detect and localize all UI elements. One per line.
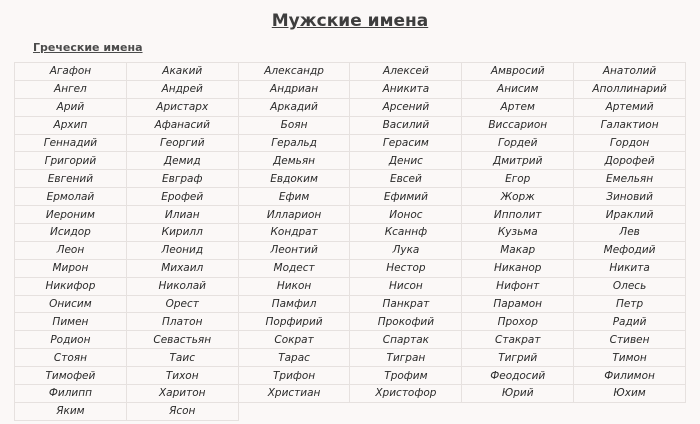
name-cell: Евграф [126, 170, 238, 188]
name-cell: Платон [126, 313, 238, 331]
name-cell: Арий [15, 98, 127, 116]
table-row [15, 385, 686, 403]
name-cell: Ермолай [15, 188, 127, 206]
name-cell: Кирилл [126, 224, 238, 242]
name-cell: Емельян [574, 170, 686, 188]
name-cell: Андрей [126, 80, 238, 98]
table-row [15, 206, 686, 224]
name-cell [574, 402, 686, 420]
name-cell: Зиновий [574, 188, 686, 206]
name-cell: Родион [15, 331, 127, 349]
name-cell: Никита [574, 259, 686, 277]
name-cell: Прокофий [350, 313, 462, 331]
name-cell: Олесь [574, 277, 686, 295]
name-cell: Амвросий [462, 63, 574, 81]
name-cell: Сократ [238, 331, 350, 349]
name-cell: Кузьма [462, 224, 574, 242]
name-cell: Гордон [574, 134, 686, 152]
name-cell: Боян [238, 116, 350, 134]
table-row [15, 80, 686, 98]
name-cell: Христофор [350, 385, 462, 403]
name-cell: Никифор [15, 277, 127, 295]
name-cell: Никанор [462, 259, 574, 277]
name-cell: Илиан [126, 206, 238, 224]
name-cell: Христиан [238, 385, 350, 403]
name-cell: Модест [238, 259, 350, 277]
name-cell: Стакрат [462, 331, 574, 349]
name-cell: Агафон [15, 63, 127, 81]
name-cell: Нифонт [462, 277, 574, 295]
table-row [15, 116, 686, 134]
name-cell: Радий [574, 313, 686, 331]
name-cell: Петр [574, 295, 686, 313]
name-cell: Николай [126, 277, 238, 295]
name-cell: Яким [15, 402, 127, 420]
name-cell: Леон [15, 241, 127, 259]
name-cell: Ксаннф [350, 224, 462, 242]
name-cell: Онисим [15, 295, 127, 313]
name-cell: Тихон [126, 367, 238, 385]
name-cell: Ипполит [462, 206, 574, 224]
name-cell: Георгий [126, 134, 238, 152]
name-cell: Ефимий [350, 188, 462, 206]
name-cell: Орест [126, 295, 238, 313]
name-cell: Андриан [238, 80, 350, 98]
name-cell [350, 402, 462, 420]
name-cell: Геральд [238, 134, 350, 152]
name-cell: Арсений [350, 98, 462, 116]
name-cell: Тимофей [15, 367, 127, 385]
name-cell: Демьян [238, 152, 350, 170]
name-cell: Алексей [350, 63, 462, 81]
name-cell: Евдоким [238, 170, 350, 188]
table-row [15, 349, 686, 367]
page-title: Мужские имена [271, 11, 429, 31]
name-cell: Ефим [238, 188, 350, 206]
name-cell: Трифон [238, 367, 350, 385]
table-row [15, 152, 686, 170]
name-cell: Пимен [15, 313, 127, 331]
name-cell: Тигрий [462, 349, 574, 367]
name-cell: Демид [126, 152, 238, 170]
name-cell: Трофим [350, 367, 462, 385]
name-cell: Аникита [350, 80, 462, 98]
name-cell: Кондрат [238, 224, 350, 242]
name-cell: Тигран [350, 349, 462, 367]
name-cell: Ираклий [574, 206, 686, 224]
name-cell: Парамон [462, 295, 574, 313]
table-row [15, 63, 686, 81]
name-cell: Афанасий [126, 116, 238, 134]
name-cell: Спартак [350, 331, 462, 349]
name-cell: Макар [462, 241, 574, 259]
name-cell: Ангел [15, 80, 127, 98]
table-row [15, 367, 686, 385]
name-cell: Артем [462, 98, 574, 116]
name-cell: Архип [15, 116, 127, 134]
name-cell: Аполлинарий [574, 80, 686, 98]
name-cell: Стоян [15, 349, 127, 367]
name-cell: Анатолий [574, 63, 686, 81]
name-cell [238, 402, 350, 420]
name-cell: Иероним [15, 206, 127, 224]
name-cell: Порфирий [238, 313, 350, 331]
name-cell: Филипп [15, 385, 127, 403]
name-cell: Жорж [462, 188, 574, 206]
name-cell: Тимон [574, 349, 686, 367]
name-cell: Таис [126, 349, 238, 367]
name-cell: Леонид [126, 241, 238, 259]
name-cell: Виссарион [462, 116, 574, 134]
name-cell: Ясон [126, 402, 238, 420]
name-cell: Михаил [126, 259, 238, 277]
name-cell: Егор [462, 170, 574, 188]
name-cell: Евгений [15, 170, 127, 188]
names-table-body [15, 63, 686, 421]
name-cell: Евсей [350, 170, 462, 188]
name-cell: Тарас [238, 349, 350, 367]
name-cell: Леонтий [238, 241, 350, 259]
table-row [15, 98, 686, 116]
name-cell: Василий [350, 116, 462, 134]
name-cell: Исидор [15, 224, 127, 242]
name-cell: Артемий [574, 98, 686, 116]
name-cell: Дмитрий [462, 152, 574, 170]
name-cell: Панкрат [350, 295, 462, 313]
name-cell: Геннадий [15, 134, 127, 152]
name-cell: Харитон [126, 385, 238, 403]
name-cell: Юрий [462, 385, 574, 403]
table-row [15, 170, 686, 188]
name-cell: Памфил [238, 295, 350, 313]
name-cell: Мефодий [574, 241, 686, 259]
table-row [15, 277, 686, 295]
name-cell: Стивен [574, 331, 686, 349]
name-cell: Прохор [462, 313, 574, 331]
name-cell: Лев [574, 224, 686, 242]
table-row [15, 295, 686, 313]
name-cell: Илларион [238, 206, 350, 224]
name-cell: Нисон [350, 277, 462, 295]
table-row [15, 188, 686, 206]
name-cell: Дорофей [574, 152, 686, 170]
name-cell: Юхим [574, 385, 686, 403]
name-cell: Севастьян [126, 331, 238, 349]
names-table [14, 62, 686, 421]
table-row [15, 224, 686, 242]
name-cell: Акакий [126, 63, 238, 81]
name-cell: Аристарх [126, 98, 238, 116]
section-heading-greek-names[interactable]: Греческие имена [33, 41, 143, 54]
name-cell: Ионос [350, 206, 462, 224]
name-cell: Лука [350, 241, 462, 259]
name-cell: Анисим [462, 80, 574, 98]
name-cell: Григорий [15, 152, 127, 170]
name-cell: Галактион [574, 116, 686, 134]
name-cell: Гордей [462, 134, 574, 152]
table-row [15, 241, 686, 259]
name-cell: Ерофей [126, 188, 238, 206]
name-cell: Герасим [350, 134, 462, 152]
name-cell: Феодосий [462, 367, 574, 385]
table-row [15, 402, 686, 420]
table-row [15, 331, 686, 349]
table-row [15, 134, 686, 152]
name-cell: Александр [238, 63, 350, 81]
table-row [15, 313, 686, 331]
name-cell: Денис [350, 152, 462, 170]
name-cell: Никон [238, 277, 350, 295]
table-row [15, 259, 686, 277]
name-cell: Аркадий [238, 98, 350, 116]
name-cell: Нестор [350, 259, 462, 277]
name-cell: Филимон [574, 367, 686, 385]
name-cell [462, 402, 574, 420]
name-cell: Мирон [15, 259, 127, 277]
